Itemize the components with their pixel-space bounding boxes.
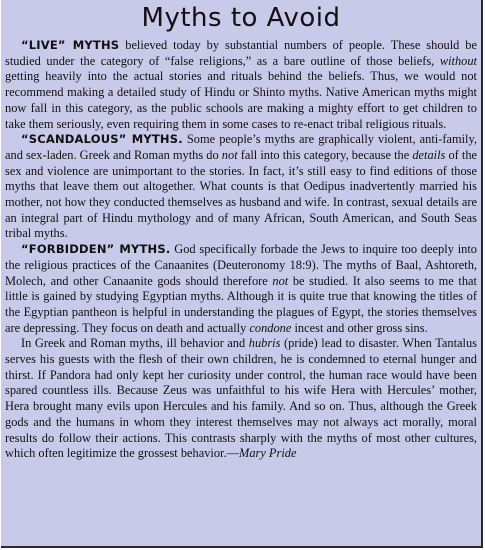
paragraph-scandalous-myths [5,132,477,242]
author-credit: Mary Pride [239,446,297,461]
paragraph-text: believed today by substantial numbers of people. These should be studied under the category of “false religions,” as a bare outline of those beliefs, [5,38,478,68]
paragraph-text: (pride) lead to disaster. When Tantalus serves his guests with the flesh of their own children, he is condemned to eternal hunger and thirst. If Pandora had only kept her curiosity under control, the human race would have been spared countless ills. Because Zeus was unfaithful to his wife Hera with Hercules’ mother, Hera brought many evils upon Hercules and his family. And so on. Thus, although the Greek gods and the humans in whom they interest themselves may not always act morally, moral results do follow their actions. This contrasts sharply with the myths of most other cultures, which often legitimize the grossest behavior.— [5,336,478,461]
paragraph-text: of the sex and violence are unimportant to the stories. In fact, it’s still easy to find editions of those myths that leave them out altogether. What counts is that Oedipus inadvertently married his mother, not how they conducted themselves as husband and wife. In contrast, sexual details are an integral part of Hindu mythology and of many African, South American, and South Seas tribal myths. [5,147,478,241]
panel-body [1,38,481,462]
section-heading: “SCANDALOUS” MYTHS. [21,132,183,147]
paragraph-text: be studied. It also seems to me that little is gained by studying Egyptian myths. Although it is quite true that knowing the titles of the Egyptian pantheon is helpful in understanding the plagues of Egypt, the stories themselves are depressing. They focus on death and actually [5,273,477,335]
paragraph-greek-roman [5,336,477,462]
emphasis-text: details [412,147,446,162]
section-heading: “LIVE” MYTHS [21,38,120,52]
paragraph-text: fall into this category, because the [237,147,413,162]
emphasis-text: not [221,147,238,162]
paragraph-text: In Greek and Roman myths, ill behavior and [21,336,249,351]
paragraph-live-myths [5,38,477,132]
paragraph-text: getting heavily into the actual stories and rituals behind the beliefs. Thus, we would not recommend making a detailed study of Hindu or Shinto myths. Native American myths might now fall in this category, as the public schools are making a mighty effort to get children to take them seriously, even requiring them in some cases to re-enact tribal religious rituals. [5,69,477,131]
emphasis-text: without [439,53,477,68]
paragraph-text: Some people’s myths are graphically violent, anti-family, and sex-laden. Greek and Roman myths do [5,132,477,162]
emphasis-text: not [272,273,289,288]
sidebar-panel [1,0,483,548]
paragraph-text: incest and other gross sins. [291,320,428,335]
emphasis-text: hubris [248,336,281,351]
paragraph-text: God specifically forbade the Jews to inquire too deeply into the religious practices of the Canaanites (Deuteronomy 18:9). The myths of Baal, Ashtoreth, Molech, and other Canaanite gods should therefore [5,242,477,288]
paragraph-forbidden-myths [5,242,477,336]
section-heading: “FORBIDDEN” MYTHS. [21,242,171,257]
emphasis-text: condone [249,320,292,335]
panel-title: Myths to Avoid [141,3,341,33]
